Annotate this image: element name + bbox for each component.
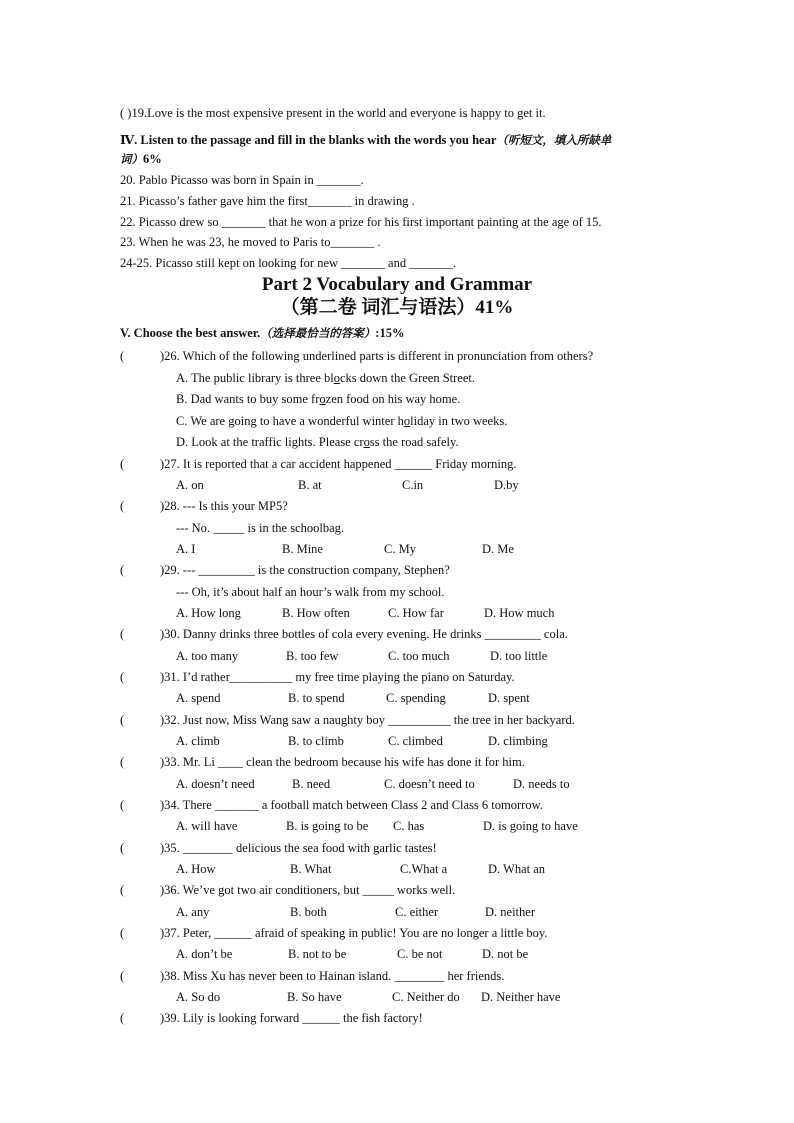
question-38-stem: )38. Miss Xu has never been to Hainan island. ________ her friends.	[160, 969, 505, 983]
section-5-score: :15%	[375, 326, 405, 340]
question-27-option-c: C.in	[402, 478, 424, 492]
question-33-option-b: B. need	[292, 777, 331, 791]
option-c-text-1: C. We are going to have a wonderful winter h	[176, 414, 404, 428]
question-32-option-a: A. climb	[176, 734, 220, 748]
question-30-option-d: D. too little	[490, 649, 548, 663]
part-2-title: Part 2 Vocabulary and Grammar	[261, 274, 533, 295]
section-5-heading	[120, 325, 404, 342]
question-32-stem: )32. Just now, Miss Wang saw a naughty boy __________ the tree in her backyard.	[160, 713, 575, 727]
question-34-option-d: D. is going to have	[483, 819, 578, 833]
option-b-underlined: o	[319, 392, 326, 406]
question-29-stem: )29. --- _________ is the construction company, Stephen?	[160, 563, 450, 577]
question-28-stem-2: --- No. _____ is in the schoolbag.	[176, 521, 345, 535]
section-5-heading-cn: （选择最恰当的答案）	[260, 328, 376, 340]
question-31-stem: )31. I’d rather__________ my free time playing the piano on Saturday.	[160, 670, 515, 684]
question-31-option-c: C. spending	[386, 691, 446, 705]
question-31-option-a: A. spend	[176, 691, 221, 705]
question-34-option-c: C. has	[393, 819, 425, 833]
option-a-underlined: o	[333, 371, 340, 385]
question-26-option-b	[176, 391, 460, 407]
question-34-option-a: A. will have	[176, 819, 238, 833]
section-4-score: 6%	[143, 152, 162, 166]
question-30-option-c: C. too much	[388, 649, 450, 663]
question-39-stem: )39. Lily is looking forward ______ the fish factory!	[160, 1011, 423, 1025]
question-28-paren: (	[120, 499, 125, 513]
question-31-paren: (	[120, 670, 125, 684]
question-29-stem-2: --- Oh, it’s about half an hour’s walk from my school.	[176, 585, 445, 599]
question-29-option-c: C. How far	[388, 606, 444, 620]
question-33-stem: )33. Mr. Li ____ clean the bedroom because his wife has done it for him.	[160, 755, 525, 769]
question-27-option-a: A. on	[176, 478, 204, 492]
option-b-text-2: zen food on his way home.	[325, 392, 461, 406]
question-38-paren: (	[120, 969, 125, 983]
part-2-subtitle: （第二卷 词汇与语法）41%	[280, 297, 514, 318]
question-37-option-c: C. be not	[397, 947, 443, 961]
question-37-stem: )37. Peter, ______ afraid of speaking in public! You are no longer a little boy.	[160, 926, 548, 940]
question-22: 22. Picasso drew so _______ that he won a prize for his first important painting at the age of 15.	[120, 215, 602, 229]
option-d-text-2: ss the road safely.	[369, 435, 459, 449]
question-27-stem: )27. It is reported that a car accident happened ______ Friday morning.	[160, 457, 517, 471]
question-30-option-a: A. too many	[176, 649, 239, 663]
question-30-option-b: B. too few	[286, 649, 339, 663]
section-4-heading-cont	[120, 151, 162, 168]
option-a-text-1: A. The public library is three bl	[176, 371, 334, 385]
question-27-paren: (	[120, 457, 125, 471]
option-b-text-1: B. Dad wants to buy some fr	[176, 392, 320, 406]
question-34-stem: )34. There _______ a football match between Class 2 and Class 6 tomorrow.	[160, 798, 543, 812]
question-33-option-a: A. doesn’t need	[176, 777, 255, 791]
question-28-option-d: D. Me	[482, 542, 514, 556]
section-5-heading-en: V. Choose the best answer.	[120, 326, 261, 340]
question-33-paren: (	[120, 755, 125, 769]
question-23: 23. When he was 23, he moved to Paris to_______ .	[120, 235, 381, 249]
question-38-option-c: C. Neither do	[392, 990, 460, 1004]
section-4-heading-en: Ⅳ. Listen to the passage and fill in the blanks with the words you hear	[120, 133, 497, 147]
option-d-text-1: D. Look at the traffic lights. Please cr	[176, 435, 364, 449]
question-30-stem: )30. Danny drinks three bottles of cola every evening. He drinks _________ cola.	[160, 627, 568, 641]
question-39-paren: (	[120, 1011, 125, 1025]
question-28-option-c: C. My	[384, 542, 416, 556]
question-31-option-d: D. spent	[488, 691, 530, 705]
question-37-option-a: A. don’t be	[176, 947, 233, 961]
question-19: ( )19.Love is the most expensive present in the world and everyone is happy to get it.	[120, 106, 546, 120]
option-c-underlined: o	[403, 414, 411, 428]
question-38-option-b: B. So have	[287, 990, 342, 1004]
option-a-text-2: cks down the Green Street.	[339, 371, 475, 385]
question-35-option-c: C.What a	[400, 862, 448, 876]
question-33-option-c: C. doesn’t need to	[384, 777, 475, 791]
question-38-option-a: A. So do	[176, 990, 221, 1004]
question-36-option-a: A. any	[176, 905, 210, 919]
question-36-option-d: D. neither	[485, 905, 535, 919]
question-35-option-d: D. What an	[488, 862, 546, 876]
question-26-paren: (	[120, 349, 125, 363]
question-35-stem: )35. ________ delicious the sea food with garlic tastes!	[160, 841, 437, 855]
question-36-stem: )36. We’ve got two air conditioners, but _____ works well.	[160, 883, 456, 897]
question-34-option-b: B. is going to be	[286, 819, 369, 833]
question-29-paren: (	[120, 563, 125, 577]
question-27-option-d: D.by	[494, 478, 519, 492]
question-28-option-b: B. Mine	[282, 542, 323, 556]
question-36-option-c: C. either	[395, 905, 439, 919]
question-26-option-c	[176, 413, 507, 429]
question-29-option-d: D. How much	[484, 606, 555, 620]
question-26-option-a	[176, 370, 475, 386]
question-37-option-b: B. not to be	[288, 947, 347, 961]
question-36-paren: (	[120, 883, 125, 897]
question-26-stem: )26. Which of the following underlined parts is different in pronunciation from others?	[160, 349, 594, 363]
option-d-underlined: o	[363, 435, 370, 449]
question-36-option-b: B. both	[290, 905, 327, 919]
question-29-option-a: A. How long	[176, 606, 241, 620]
question-35-option-a: A. How	[176, 862, 216, 876]
question-37-option-d: D. not be	[482, 947, 529, 961]
question-31-option-b: B. to spend	[288, 691, 345, 705]
question-29-option-b: B. How often	[282, 606, 350, 620]
question-27-option-b: B. at	[298, 478, 322, 492]
section-4-heading	[120, 132, 611, 149]
question-32-option-b: B. to climb	[288, 734, 344, 748]
question-32-option-d: D. climbing	[488, 734, 548, 748]
question-26-option-d	[176, 434, 459, 450]
question-33-option-d: D. needs to	[513, 777, 570, 791]
question-28-stem: )28. --- Is this your MP5?	[160, 499, 288, 513]
question-30-paren: (	[120, 627, 125, 641]
section-4-heading-cn-1: （听短文，填入所缺单	[496, 135, 612, 147]
section-4-heading-cn-2: 词）	[120, 154, 143, 166]
question-35-option-b: B. What	[290, 862, 332, 876]
question-21: 21. Picasso’s father gave him the first_______ in drawing .	[120, 194, 415, 208]
question-28-option-a: A. I	[176, 542, 196, 556]
question-34-paren: (	[120, 798, 125, 812]
question-32-option-c: C. climbed	[388, 734, 443, 748]
question-38-option-d: D. Neither have	[481, 990, 561, 1004]
option-c-text-2: liday in two weeks.	[410, 414, 508, 428]
question-20: 20. Pablo Picasso was born in Spain in _______.	[120, 173, 364, 187]
question-35-paren: (	[120, 841, 125, 855]
question-24-25: 24-25. Picasso still kept on looking for new _______ and _______.	[120, 256, 457, 270]
question-37-paren: (	[120, 926, 125, 940]
question-32-paren: (	[120, 713, 125, 727]
